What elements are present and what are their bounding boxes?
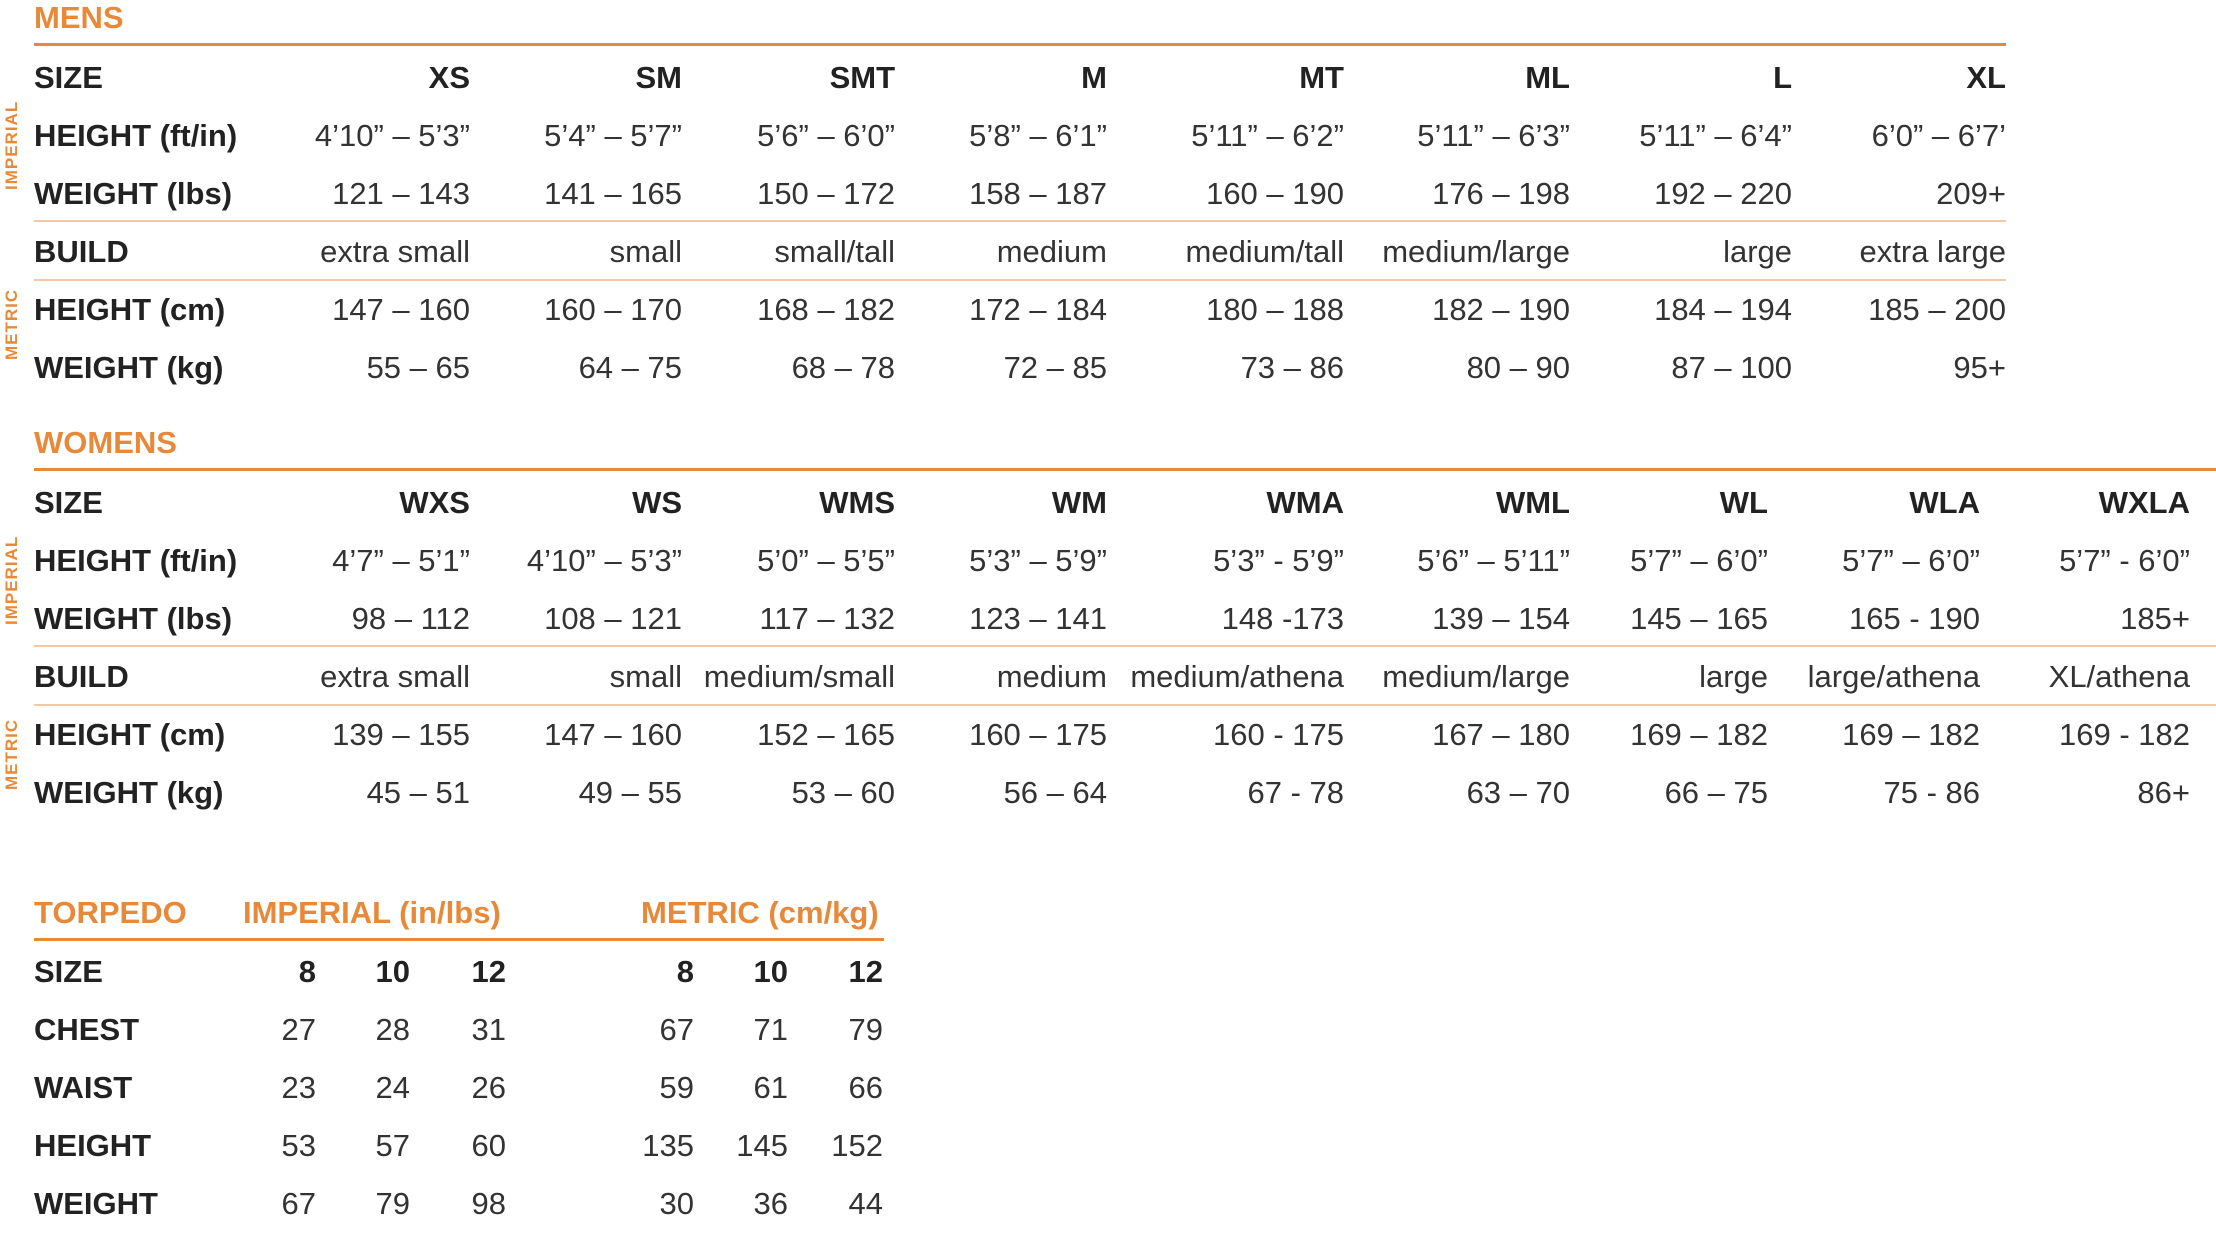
womens-cell: 5’0” – 5’5” [757,543,895,578]
mens-cell: small/tall [774,234,895,269]
womens-cell: 160 - 175 [1213,717,1344,752]
womens-cell: WMA [1266,485,1344,520]
womens-cell: 5’6” – 5’11” [1417,543,1570,578]
womens-cell: 117 – 132 [759,601,895,636]
mens-cell: 121 – 143 [332,176,470,211]
womens-cell: 139 – 154 [1432,601,1570,636]
torpedo-row [0,1001,2216,1059]
womens-row-label: WEIGHT (lbs) [34,601,233,636]
torpedo-row-label: WAIST [34,1070,133,1105]
womens-cell: 185+ [2120,601,2190,636]
womens-cell: WL [1719,485,1768,520]
torpedo-cell: 152 [831,1128,883,1163]
mens-cell: SM [635,60,682,95]
mens-cell: 209+ [1936,176,2006,211]
mens-cell: 80 – 90 [1466,350,1570,385]
torpedo-row-label: WEIGHT [34,1186,158,1221]
torpedo-cell: 57 [375,1128,410,1163]
womens-cell: 160 – 175 [969,717,1107,752]
mens-cell: medium/large [1382,234,1570,269]
womens-cell: medium [996,659,1107,694]
womens-cell: 66 – 75 [1664,775,1768,810]
torpedo-cell: 61 [753,1070,788,1105]
womens-row [0,706,2216,764]
torpedo-cell: 10 [753,954,788,989]
womens-cell: 4’10” – 5’3” [526,543,682,578]
torpedo-cell: 79 [375,1186,410,1221]
mens-row-label: WEIGHT (kg) [34,350,224,385]
torpedo-metric-header: METRIC (cm/kg) [641,895,879,930]
mens-row [0,281,2216,339]
womens-divider-build-bottom [34,704,2216,706]
mens-cell: XS [428,60,470,95]
mens-cell: 5’11” – 6’3” [1417,118,1570,153]
torpedo-cell: 24 [375,1070,410,1105]
torpedo-cell: 79 [848,1012,883,1047]
womens-cell: 63 – 70 [1466,775,1570,810]
torpedo-row [0,1175,2216,1233]
mens-cell: SMT [829,60,895,95]
torpedo-row [0,943,2216,1001]
womens-row-label: SIZE [34,485,103,520]
mens-cell: 160 – 190 [1206,176,1344,211]
torpedo-row [0,1117,2216,1175]
womens-cell: 108 – 121 [544,601,682,636]
womens-cell: 169 – 182 [1630,717,1768,752]
mens-cell: medium/tall [1185,234,1344,269]
womens-cell: 4’7” – 5’1” [332,543,470,578]
womens-cell: WLA [1909,485,1980,520]
mens-cell: 5’11” – 6’2” [1191,118,1344,153]
mens-cell: 184 – 194 [1654,292,1792,327]
womens-cell: 86+ [2137,775,2190,810]
mens-cell: 87 – 100 [1671,350,1792,385]
torpedo-cell: 145 [736,1128,788,1163]
mens-cell: 147 – 160 [332,292,470,327]
mens-cell: medium [996,234,1107,269]
torpedo-title-rule [34,938,884,941]
mens-cell: 168 – 182 [757,292,895,327]
mens-row [0,165,2216,223]
womens-cell: 5’7” - 6’0” [2059,543,2190,578]
mens-cell: 160 – 170 [544,292,682,327]
torpedo-cell: 27 [281,1012,316,1047]
womens-cell: WXS [399,485,470,520]
womens-cell: 145 – 165 [1630,601,1768,636]
torpedo-cell: 10 [375,954,410,989]
mens-cell: L [1773,60,1792,95]
womens-cell: extra small [320,659,470,694]
torpedo-row-label: SIZE [34,954,103,989]
mens-cell: small [609,234,682,269]
torpedo-cell: 30 [659,1186,694,1221]
mens-cell: MT [1299,60,1344,95]
mens-cell: 6’0” – 6’7’ [1871,118,2006,153]
mens-cell: extra small [320,234,470,269]
mens-cell: 192 – 220 [1654,176,1792,211]
mens-row-label: WEIGHT (lbs) [34,176,233,211]
mens-divider-build-top [34,220,2006,222]
mens-divider-build-bottom [34,279,2006,281]
torpedo-cell: 59 [659,1070,694,1105]
womens-cell: WS [632,485,682,520]
mens-row [0,223,2216,281]
torpedo-cell: 8 [298,954,316,989]
womens-row [0,474,2216,532]
mens-cell: ML [1525,60,1570,95]
mens-cell: 64 – 75 [578,350,682,385]
womens-cell: WXLA [2098,485,2190,520]
womens-cell: medium/small [703,659,895,694]
mens-cell: XL [1966,60,2006,95]
womens-cell: 5’3” – 5’9” [969,543,1107,578]
torpedo-cell: 135 [642,1128,694,1163]
mens-cell: 4’10” – 5’3” [314,118,470,153]
womens-cell: 5’3” - 5’9” [1213,543,1344,578]
womens-cell: WML [1495,485,1570,520]
womens-imperial-side-label: IMPERIAL [2,535,21,625]
womens-cell: 5’7” – 6’0” [1630,543,1768,578]
womens-cell: 147 – 160 [544,717,682,752]
mens-cell: 5’4” – 5’7” [544,118,682,153]
womens-cell: medium/large [1382,659,1570,694]
womens-row-label: WEIGHT (kg) [34,775,224,810]
mens-row [0,49,2216,107]
womens-cell: 98 – 112 [351,601,470,636]
torpedo-cell: 67 [281,1186,316,1221]
womens-cell: 167 – 180 [1432,717,1570,752]
mens-cell: 172 – 184 [969,292,1107,327]
womens-cell: WM [1051,485,1107,520]
mens-row-label: SIZE [34,60,103,95]
mens-cell: 68 – 78 [791,350,895,385]
torpedo-cell: 23 [281,1070,316,1105]
torpedo-imperial-header: IMPERIAL (in/lbs) [243,895,501,930]
womens-cell: large [1699,659,1768,694]
womens-cell: 75 - 86 [1883,775,1980,810]
womens-cell: XL/athena [2048,659,2190,694]
mens-cell: 95+ [1953,350,2006,385]
torpedo-cell: 28 [375,1012,410,1047]
womens-cell: WMS [819,485,895,520]
mens-cell: large [1723,234,1792,269]
mens-cell: 185 – 200 [1868,292,2006,327]
womens-cell: 53 – 60 [791,775,895,810]
womens-title: WOMENS [34,425,177,460]
womens-cell: 139 – 155 [332,717,470,752]
womens-cell: medium/athena [1130,659,1344,694]
womens-cell: 165 - 190 [1849,601,1980,636]
womens-row-label: BUILD [34,659,129,694]
torpedo-cell: 36 [753,1186,788,1221]
torpedo-cell: 67 [659,1012,694,1047]
mens-imperial-side-label: IMPERIAL [2,100,21,190]
torpedo-cell: 26 [471,1070,506,1105]
torpedo-cell: 71 [753,1012,788,1047]
mens-row [0,339,2216,397]
mens-cell: 158 – 187 [969,176,1107,211]
torpedo-cell: 53 [281,1128,316,1163]
mens-cell: M [1081,60,1107,95]
mens-cell: 55 – 65 [366,350,470,385]
torpedo-cell: 12 [471,954,506,989]
womens-title-rule [34,468,2216,471]
womens-metric-side-label: METRIC [2,718,21,790]
torpedo-cell: 98 [471,1186,506,1221]
mens-row [0,107,2216,165]
womens-row-label: HEIGHT (ft/in) [34,543,238,578]
mens-cell: 182 – 190 [1432,292,1570,327]
torpedo-cell: 60 [471,1128,506,1163]
womens-row [0,764,2216,822]
womens-cell: 152 – 165 [757,717,895,752]
mens-title: MENS [34,0,124,35]
mens-row-label: HEIGHT (ft/in) [34,118,238,153]
womens-cell: 49 – 55 [578,775,682,810]
mens-cell: extra large [1859,234,2006,269]
torpedo-row-label: HEIGHT [34,1128,152,1163]
womens-row-label: HEIGHT (cm) [34,717,226,752]
torpedo-row [0,1059,2216,1117]
torpedo-cell: 12 [848,954,883,989]
womens-cell: large/athena [1807,659,1980,694]
mens-cell: 5’8” – 6’1” [969,118,1107,153]
womens-cell: 169 - 182 [2059,717,2190,752]
womens-cell: 169 – 182 [1842,717,1980,752]
mens-row-label: BUILD [34,234,129,269]
torpedo-cell: 66 [848,1070,883,1105]
mens-cell: 180 – 188 [1206,292,1344,327]
womens-cell: 123 – 141 [969,601,1107,636]
torpedo-title: TORPEDO [34,895,187,930]
womens-divider-build-top [34,645,2216,647]
womens-row [0,590,2216,648]
mens-cell: 72 – 85 [1003,350,1107,385]
mens-metric-side-label: METRIC [2,288,21,360]
mens-cell: 5’11” – 6’4” [1639,118,1792,153]
mens-cell: 5’6” – 6’0” [757,118,895,153]
womens-cell: 148 -173 [1221,601,1344,636]
womens-cell: 5’7” – 6’0” [1842,543,1980,578]
torpedo-cell: 31 [471,1012,506,1047]
mens-cell: 141 – 165 [544,176,682,211]
womens-cell: small [609,659,682,694]
womens-cell: 45 – 51 [366,775,470,810]
mens-cell: 176 – 198 [1432,176,1570,211]
womens-cell: 67 - 78 [1247,775,1344,810]
torpedo-cell: 8 [676,954,694,989]
womens-row [0,532,2216,590]
mens-row-label: HEIGHT (cm) [34,292,226,327]
torpedo-cell: 44 [848,1186,883,1221]
womens-cell: 56 – 64 [1003,775,1107,810]
mens-cell: 150 – 172 [757,176,895,211]
torpedo-row-label: CHEST [34,1012,140,1047]
mens-cell: 73 – 86 [1240,350,1344,385]
mens-title-rule [34,43,2006,46]
womens-row [0,648,2216,706]
